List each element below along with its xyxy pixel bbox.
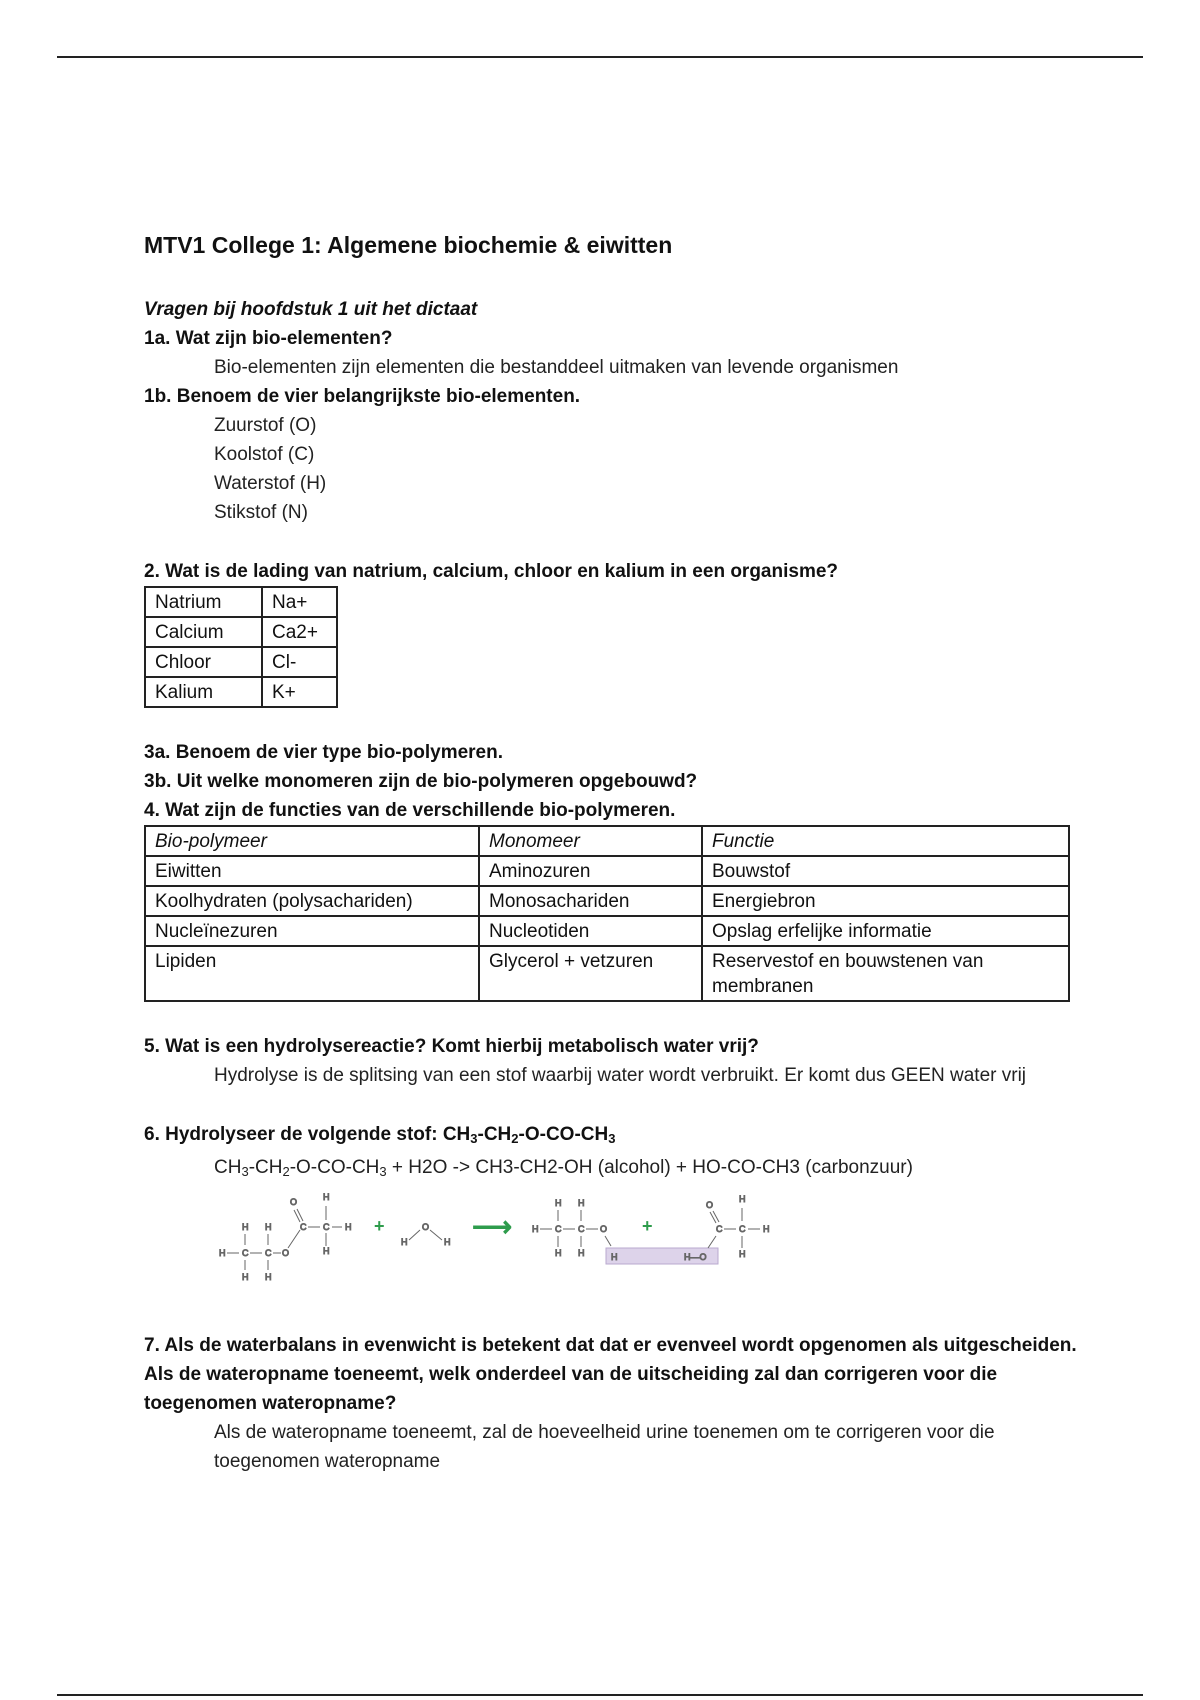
- table-cell: Energiebron: [702, 886, 1069, 916]
- table-cell: Nucleïnezuren: [145, 916, 479, 946]
- chemical-formula: CH3-CH2-O-CO-CH3: [214, 1157, 387, 1179]
- svg-text:O: O: [290, 1197, 298, 1207]
- table-cell: Reservestof en bouwstenen van membranen: [702, 946, 1069, 1001]
- svg-text:H: H: [345, 1222, 352, 1232]
- svg-text:C: C: [300, 1222, 307, 1232]
- table-row: [145, 617, 337, 647]
- answer-1b-item: Waterstof (H): [214, 473, 327, 494]
- question-3a: 3a. Benoem de vier type bio-polymeren.: [144, 742, 503, 763]
- table-row: [145, 587, 337, 617]
- svg-text:C: C: [716, 1224, 723, 1234]
- page-title: MTV1 College 1: Algemene biochemie & eiwitten: [144, 232, 673, 258]
- answer-1b-item: Zuurstof (O): [214, 415, 317, 436]
- ion-name: Calcium: [145, 617, 262, 647]
- ion-charge: Na+: [262, 587, 337, 617]
- table-cell: Lipiden: [145, 946, 479, 1001]
- ion-charge-table: [144, 586, 338, 708]
- answer-5: Hydrolyse is de splitsing van een stof waarbij water wordt verbruikt. Er komt dus GEEN water vrij: [214, 1065, 1027, 1086]
- svg-text:H: H: [739, 1249, 746, 1259]
- question-1b: 1b. Benoem de vier belangrijkste bio-elementen.: [144, 386, 581, 407]
- question-1a: 1a. Wat zijn bio-elementen?: [144, 328, 393, 349]
- answer-1b-item: Stikstof (N): [214, 502, 308, 523]
- table-cell: Eiwitten: [145, 856, 479, 886]
- plus-sign: +: [374, 1216, 385, 1236]
- table-cell: Bouwstof: [702, 856, 1069, 886]
- arrow-icon: ⟶: [472, 1211, 513, 1242]
- table-row: [145, 647, 337, 677]
- question-7: 7. Als de waterbalans in evenwicht is betekent dat dat er evenveel wordt opgenomen als uitgescheiden. Als de wateropname toeneemt, welk onderdeel van de uitscheiding zal dan corrigeren voor die toegenomen wateropname?: [144, 1335, 1077, 1414]
- svg-text:H: H: [578, 1198, 585, 1208]
- svg-text:H: H: [578, 1248, 585, 1258]
- question-5: 5. Wat is een hydrolysereactie? Komt hierbij metabolisch water vrij?: [144, 1036, 759, 1057]
- table-row: [145, 677, 337, 707]
- svg-text:H: H: [323, 1192, 330, 1202]
- ion-charge: K+: [262, 677, 337, 707]
- svg-text:C: C: [265, 1248, 272, 1258]
- table-row: [145, 916, 1069, 946]
- top-rule: [57, 56, 1143, 58]
- svg-text:H: H: [763, 1224, 770, 1234]
- answer-1a: Bio-elementen zijn elementen die bestanddeel uitmaken van levende organismen: [214, 357, 899, 378]
- ion-charge: Ca2+: [262, 617, 337, 647]
- ester-molecule: [219, 1192, 352, 1282]
- svg-text:O: O: [282, 1248, 290, 1258]
- answer-1b-item: Koolstof (C): [214, 444, 315, 465]
- table-cell: Aminozuren: [479, 856, 702, 886]
- svg-text:H: H: [219, 1248, 226, 1258]
- diagram-label: H: [611, 1252, 618, 1262]
- section-subtitle: Vragen bij hoofdstuk 1 uit het dictaat: [144, 299, 478, 320]
- question-6: [144, 1120, 1084, 1153]
- question-4: 4. Wat zijn de functies van de verschillende bio-polymeren.: [144, 800, 676, 821]
- ion-charge: Cl-: [262, 647, 337, 677]
- ion-name: Kalium: [145, 677, 262, 707]
- diagram-label: H—O: [684, 1252, 707, 1262]
- ion-name: Chloor: [145, 647, 262, 677]
- biopolymer-table: [144, 825, 1070, 1002]
- svg-text:H: H: [242, 1272, 249, 1282]
- water-molecule: [401, 1222, 451, 1247]
- answer-7: Als de wateropname toeneemt, zal de hoeveelheid urine toenemen om te corrigeren voor die toegenomen wateropname: [214, 1422, 995, 1472]
- svg-text:O: O: [600, 1224, 608, 1234]
- ion-name: Natrium: [145, 587, 262, 617]
- answer-6: [144, 1153, 1084, 1186]
- svg-text:H: H: [555, 1198, 562, 1208]
- column-header: Bio-polymeer: [145, 826, 479, 856]
- svg-text:H: H: [265, 1222, 272, 1232]
- svg-text:H: H: [739, 1194, 746, 1204]
- column-header: Monomeer: [479, 826, 702, 856]
- svg-text:H: H: [555, 1248, 562, 1258]
- svg-text:H: H: [532, 1224, 539, 1234]
- plus-sign: +: [642, 1216, 653, 1236]
- svg-text:H: H: [323, 1246, 330, 1256]
- column-header: Functie: [702, 826, 1069, 856]
- table-cell: Glycerol + vetzuren: [479, 946, 702, 1001]
- svg-text:C: C: [578, 1224, 585, 1234]
- svg-text:C: C: [555, 1224, 562, 1234]
- table-cell: Opslag erfelijke informatie: [702, 916, 1069, 946]
- svg-text:H: H: [242, 1222, 249, 1232]
- svg-text:H: H: [401, 1237, 408, 1247]
- svg-text:H: H: [265, 1272, 272, 1282]
- table-row: [145, 946, 1069, 1001]
- chemical-formula: CH3-CH2-O-CO-CH3: [442, 1124, 616, 1146]
- hydrolysis-reaction-diagram: [214, 1190, 904, 1300]
- table-row: [145, 886, 1069, 916]
- question-3b: 3b. Uit welke monomeren zijn de bio-polymeren opgebouwd?: [144, 771, 698, 792]
- question-6-text: 6. Hydrolyseer de volgende stof:: [144, 1124, 443, 1145]
- svg-text:H: H: [444, 1237, 451, 1247]
- svg-text:O: O: [706, 1200, 714, 1210]
- svg-text:C: C: [323, 1222, 330, 1232]
- reaction-equation: + H2O -> CH3-CH2-OH (alcohol) + HO-CO-CH3 (carbonzuur): [386, 1157, 913, 1178]
- svg-text:C: C: [242, 1248, 249, 1258]
- table-row: [145, 856, 1069, 886]
- table-cell: Koolhydraten (polysachariden): [145, 886, 479, 916]
- alcohol-molecule: [532, 1198, 611, 1258]
- table-cell: Nucleotiden: [479, 916, 702, 946]
- bottom-rule: [57, 1694, 1143, 1696]
- table-cell: Monosachariden: [479, 886, 702, 916]
- svg-text:O: O: [422, 1222, 430, 1232]
- svg-text:C: C: [739, 1224, 746, 1234]
- question-2: 2. Wat is de lading van natrium, calcium, chloor en kalium in een organisme?: [144, 561, 839, 582]
- document-body: [144, 232, 1084, 1476]
- table-header-row: [145, 826, 1069, 856]
